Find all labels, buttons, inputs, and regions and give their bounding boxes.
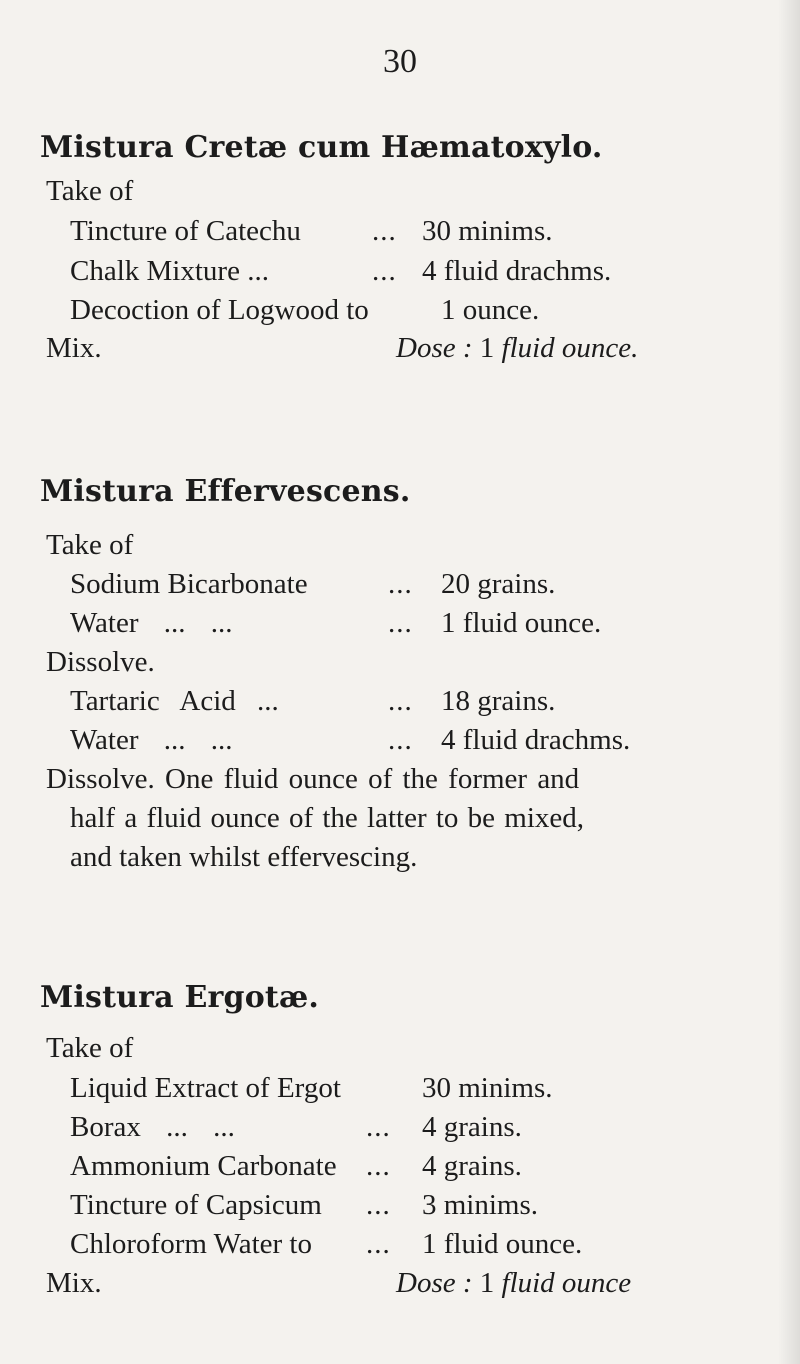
ingredient-quantity: 1 ounce. — [441, 294, 540, 326]
ingredient-name: Water ... ... — [70, 724, 233, 756]
leader-dots: ... — [366, 1111, 391, 1143]
ingredient-name: Tartaric Acid ... — [70, 685, 279, 717]
page-number: 30 — [383, 43, 417, 80]
ingredient-quantity: 18 grains. — [441, 685, 556, 717]
leader-dots: ... — [366, 1150, 391, 1182]
leader-dots: ... — [388, 685, 413, 717]
ingredient-name: Decoction of Logwood to — [70, 294, 369, 326]
instruction-line: half a fluid ounce of the latter to be mixed, — [70, 802, 585, 834]
dose-amount: fluid ounce — [501, 1267, 632, 1299]
leader-dots: ... — [366, 1189, 391, 1221]
ingredient-name: Borax ... ... — [70, 1111, 235, 1143]
section-title-cretae: Mistura Cretæ cum Hæmatoxylo. — [40, 130, 603, 165]
leader-dots: ... — [388, 724, 413, 756]
dose-number: 1 — [479, 332, 495, 364]
ingredient-name: Chalk Mixture ... — [70, 255, 269, 287]
section-title-ergotae: Mistura Ergotæ. — [40, 980, 320, 1015]
dose-line — [396, 330, 638, 366]
ingredient-quantity: 1 fluid ounce. — [441, 607, 602, 639]
dose-line — [396, 1265, 631, 1301]
leader-dots: ... — [372, 255, 397, 287]
ingredient-name: Tincture of Catechu — [70, 215, 301, 247]
ingredient-quantity: 20 grains. — [441, 568, 556, 600]
ingredient-quantity: 1 fluid ounce. — [422, 1228, 583, 1260]
ingredient-quantity: 3 minims. — [422, 1189, 539, 1221]
ingredient-name: Tincture of Capsicum — [70, 1189, 322, 1221]
ingredient-name: Chloroform Water to — [70, 1228, 312, 1260]
ingredient-name: Water ... ... — [70, 607, 233, 639]
ingredient-quantity: 4 grains. — [422, 1111, 522, 1143]
leader-dots: ... — [372, 215, 397, 247]
leader-dots: ... — [388, 607, 413, 639]
ingredient-name: Sodium Bicarbonate — [70, 568, 308, 600]
take-of-label: Take of — [46, 529, 134, 561]
dose-label: Dose : — [396, 1267, 473, 1299]
ingredient-name: Liquid Extract of Ergot — [70, 1072, 341, 1104]
ingredient-quantity: 4 fluid drachms. — [422, 255, 612, 287]
dissolve-instruction: Dissolve. — [46, 646, 155, 678]
section-title-effervescens: Mistura Effervescens. — [40, 474, 411, 509]
instruction-line: Dissolve. One fluid ounce of the former and — [46, 763, 580, 795]
mix-instruction: Mix. — [46, 1267, 102, 1299]
leader-dots: ... — [388, 568, 413, 600]
leader-dots: ... — [366, 1228, 391, 1260]
take-of-label: Take of — [46, 175, 134, 207]
ingredient-quantity: 4 grains. — [422, 1150, 522, 1182]
ingredient-name: Ammonium Carbonate — [70, 1150, 337, 1182]
dose-number: 1 — [479, 1267, 495, 1299]
ingredient-quantity: 30 minims. — [422, 1072, 553, 1104]
ingredient-quantity: 30 minims. — [422, 215, 553, 247]
mix-instruction: Mix. — [46, 332, 102, 364]
dose-label: Dose : — [396, 332, 473, 364]
page-edge-shadow — [778, 0, 800, 1364]
instruction-line: and taken whilst effervescing. — [70, 841, 418, 873]
dose-amount: fluid ounce. — [501, 332, 639, 364]
ingredient-quantity: 4 fluid drachms. — [441, 724, 631, 756]
take-of-label: Take of — [46, 1032, 134, 1064]
